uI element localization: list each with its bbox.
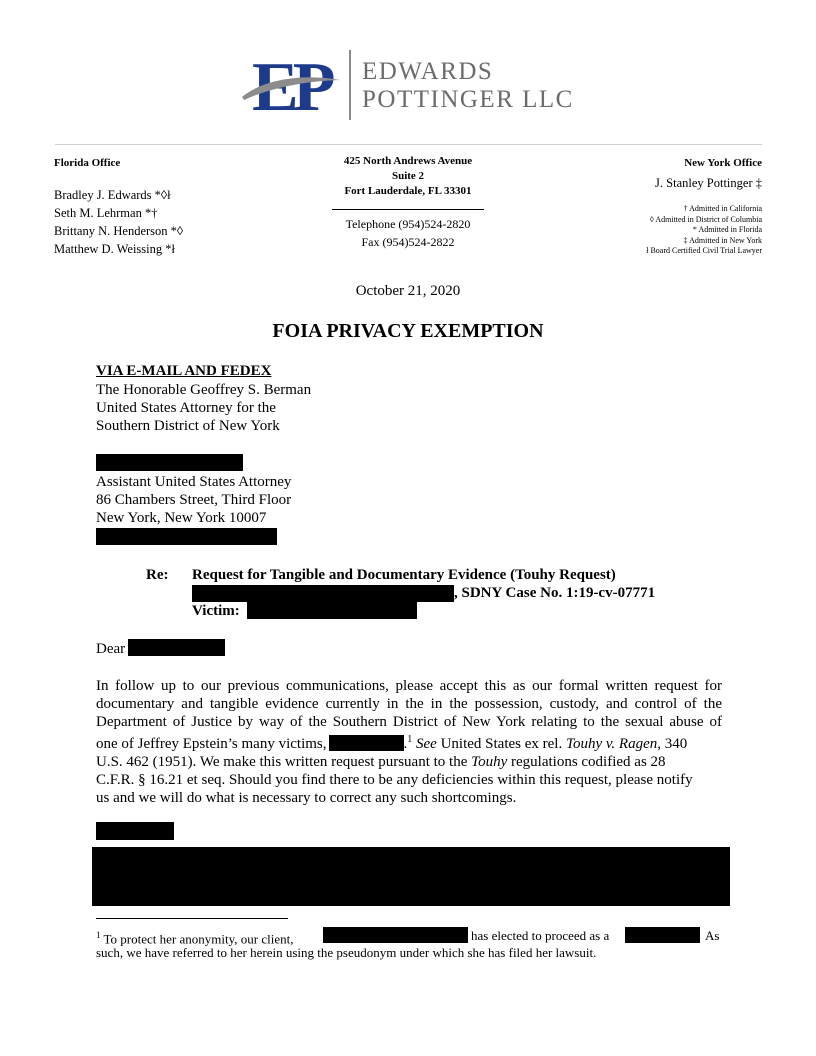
letterhead-divider <box>55 144 762 145</box>
footnote-number: 1 <box>96 930 101 940</box>
fax: Fax (954)524-2822 <box>361 235 455 249</box>
body-paragraph <box>96 677 722 807</box>
redaction-body-block <box>92 847 730 906</box>
logo-firm-line1: EDWARDS <box>362 58 494 85</box>
redaction-ausa-name <box>96 454 243 471</box>
logo-monogram: EP <box>252 50 330 120</box>
address-line-1: 425 North Andrews Avenue <box>343 155 473 167</box>
re-victim-label: Victim: <box>192 603 240 619</box>
firm-logo-icon <box>240 50 340 120</box>
delivery-method: VIA E-MAIL AND FEDEX <box>96 363 272 379</box>
paragraph-line-7: us and we will do what is necessary to correct any such shortcomings. <box>96 790 517 806</box>
address-divider <box>332 209 484 210</box>
recipient-line-2: United States Attorney for the <box>96 400 276 416</box>
admission-note-3: * Admitted in Florida <box>692 225 762 234</box>
paragraph-line-4-mid: United States ex rel. <box>436 736 566 752</box>
ny-attorney: J. Stanley Pottinger ‡ <box>655 176 762 190</box>
admission-note-1: † Admitted in California <box>683 204 762 213</box>
see-signal: See <box>416 736 437 752</box>
recipient-line-3: Southern District of New York <box>96 418 280 434</box>
document-title: FOIA PRIVACY EXEMPTION <box>272 320 544 342</box>
footnote-text-c: As <box>705 928 720 943</box>
paragraph-line-3: Department of Justice by way of the Southern District of New York relating to the sexual abuse of <box>96 714 722 730</box>
new-york-office-heading: New York Office <box>684 157 762 169</box>
florida-attorney-2: Seth M. Lehrman *† <box>54 206 158 220</box>
re-line-1: Request for Tangible and Documentary Evidence (Touhy Request) <box>192 567 616 583</box>
paragraph-line-1: In follow up to our previous communications, please accept this as our formal written request for <box>96 678 722 694</box>
paragraph-line-5 <box>96 753 722 771</box>
paragraph-line-4-start: one of Jeffrey Epstein’s many victims, <box>96 736 327 752</box>
address-line-2: Suite 2 <box>391 170 425 182</box>
redaction-victim-name <box>247 602 417 619</box>
redaction-footnote-client <box>323 927 468 943</box>
admission-note-2: ◊ Admitted in District of Columbia <box>649 214 762 224</box>
footnote-text-b: has elected to proceed as a <box>471 928 610 943</box>
touhy-italic: Touhy <box>471 754 508 770</box>
paragraph-line-2: documentary and tangible evidence currently in the in the possession, custody, and control of the <box>96 696 722 712</box>
redaction-footnote-status <box>625 927 700 943</box>
redaction-case-caption <box>192 585 454 602</box>
paragraph-line-6: C.F.R. § 16.21 et seq. Should you find there to be any deficiencies within this request, please notify <box>96 772 693 788</box>
admission-note-5: ł Board Certified Civil Trial Lawyer <box>646 246 762 255</box>
footnote-line-2: such, we have referred to her herein using the pseudonym under which she has filed her lawsuit. <box>96 945 597 960</box>
re-label: Re: <box>146 567 169 583</box>
salutation: Dear <box>96 641 126 657</box>
florida-attorney-3: Brittany N. Henderson *◊ <box>54 224 184 238</box>
redaction-victim-pseudonym <box>329 735 404 751</box>
florida-office-heading: Florida Office <box>54 157 121 169</box>
footnote-text-a: To protect her anonymity, our client, <box>100 931 294 947</box>
paragraph-line-5-end: regulations codified as 28 <box>507 754 666 770</box>
footnote-rule <box>96 918 288 919</box>
logo-divider <box>349 50 351 120</box>
redaction-salutation-name <box>128 639 225 656</box>
re-line-2-case-number: , SDNY Case No. 1:19-cv-07771 <box>454 585 656 601</box>
paragraph-line-4-end: , 340 <box>657 736 688 752</box>
telephone: Telephone (954)524-2820 <box>345 217 471 231</box>
letter-date: October 21, 2020 <box>355 283 461 299</box>
recipient-line-1: The Honorable Geoffrey S. Berman <box>96 382 312 398</box>
florida-attorney-1: Bradley J. Edwards *◊ł <box>54 188 171 202</box>
florida-attorney-4: Matthew D. Weissing *ł <box>54 242 175 256</box>
recipient2-line-1: Assistant United States Attorney <box>96 474 292 490</box>
logo-firm-line2: POTTINGER LLC <box>362 86 574 113</box>
recipient2-line-3: New York, New York 10007 <box>96 510 267 526</box>
recipient2-line-2: 86 Chambers Street, Third Floor <box>96 492 292 508</box>
paragraph-line-5-start: U.S. 462 (1951). We make this written request pursuant to the <box>96 754 472 770</box>
redaction-section-heading <box>96 822 174 840</box>
redaction-ausa-email <box>96 528 277 545</box>
footnote-ref: 1 <box>407 734 413 745</box>
paragraph-line-4: one of Jeffrey Epstein’s many victims, .$^1$ See United States ex rel. Touhy v. Ragen, 340 <box>96 734 688 752</box>
case-citation: Touhy v. Ragen <box>565 736 658 752</box>
admission-note-4: ‡ Admitted in New York <box>683 235 762 245</box>
address-line-3: Fort Lauderdale, FL 33301 <box>344 185 472 197</box>
